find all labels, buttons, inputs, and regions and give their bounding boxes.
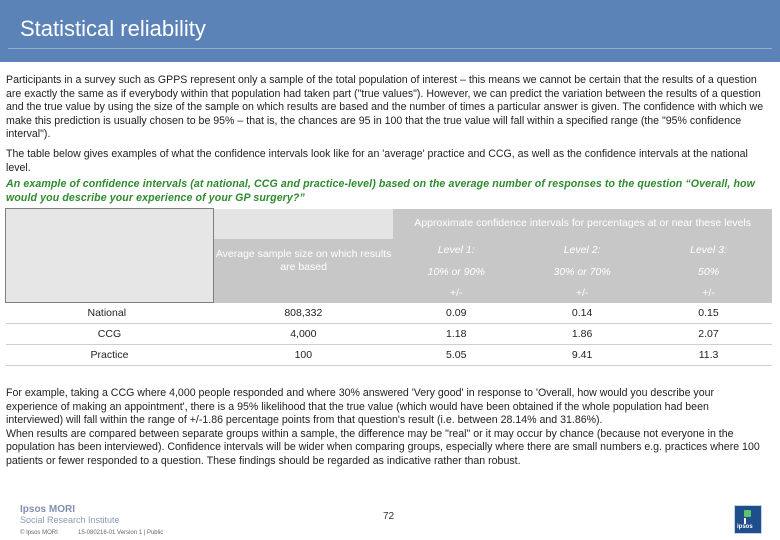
explanation-block <box>6 387 768 469</box>
sample-national: 808,332 <box>213 303 393 324</box>
brand-name: Ipsos MORI <box>20 504 76 515</box>
level-1-range: 10% or 90% <box>393 261 519 283</box>
confidence-interval-table <box>5 208 772 366</box>
row-label-ccg: CCG <box>6 324 214 345</box>
page-title: Statistical reliability <box>20 16 206 41</box>
value-ccg-level-3: 2.07 <box>645 324 772 345</box>
ipsos-mori-logo <box>20 505 120 525</box>
level-3-range: 50% <box>645 261 772 283</box>
sample-size-header: Average sample size on which results are based <box>213 239 393 283</box>
example-heading: An example of confidence intervals (at national, CCG and practice-level) based on the average number of responses to the question “Overall, how would you describe your experience of your GP surgery?” <box>6 178 755 204</box>
page-number: 72 <box>383 511 395 522</box>
level-3-label: Level 3: <box>645 239 772 261</box>
logo-word: ipsos <box>737 524 753 530</box>
logo-dot <box>744 510 751 517</box>
ipsos-logo-icon <box>734 505 762 534</box>
value-national-level-3: 0.15 <box>645 303 772 324</box>
value-national-level-2: 0.14 <box>519 303 645 324</box>
intro-paragraph: Participants in a survey such as GPPS represent only a sample of the total population of interest – this means we cannot be certain that the results of a question are exactly the same as if everybody within that population had taken part ("true values"). However, we can predict the variation between the results of a question and the true value by using the size of the sample on which results are based and the number of times a particular answer is given. The confidence with which we make this prediction is usually chosen to be 95% – that is, the chances are 95 in 100 that the true value will fall within a specified range (the "95% confidence interval"). <box>6 74 764 141</box>
value-ccg-level-1: 1.18 <box>393 324 519 345</box>
value-practice-level-2: 9.41 <box>519 345 645 366</box>
table-corner-cell <box>6 209 214 303</box>
sample-header-spacer <box>213 209 393 239</box>
value-ccg-level-2: 1.86 <box>519 324 645 345</box>
row-label-practice: Practice <box>6 345 214 366</box>
table-row <box>6 324 773 345</box>
comparison-paragraph: When results are compared between separate groups within a sample, the difference may be "real" or it may occur by chance (because not everyone in the population has been interviewed). Confidence intervals will be wider when comparing groups, especially where there are small numbers e.g. practices where 100 patients or fewer responded to a question. These findings should be regarded as indicative rather than robust. <box>6 427 760 467</box>
brand-subtitle: Social Research Institute <box>20 515 120 525</box>
level-2-label: Level 2: <box>519 239 645 261</box>
group-header: Approximate confidence intervals for percentages at or near these levels <box>393 209 772 239</box>
copyright-text: © Ipsos MORI <box>20 530 58 536</box>
table-row <box>6 345 773 366</box>
explanation-paragraph: For example, taking a CCG where 4,000 people responded and where 30% answered 'Very good' in response to 'Overall, how would you describe your experience of making an appointment', there is a 95% likelihood that the true value (which would have been obtained if the whole population had been interviewed) will fall within the range of +/-1.86 percentage points from that question's result (i.e. between 28.14% and 31.86%). <box>6 387 715 427</box>
level-2-range: 30% or 70% <box>519 261 645 283</box>
title-bar <box>0 0 780 62</box>
value-practice-level-1: 5.05 <box>393 345 519 366</box>
level-3-plusminus: +/- <box>645 283 772 303</box>
level-1-plusminus: +/- <box>393 283 519 303</box>
sample-size-spacer <box>213 283 393 303</box>
title-divider <box>8 48 772 49</box>
row-label-national: National <box>6 303 214 324</box>
level-2-plusminus: +/- <box>519 283 645 303</box>
sample-ccg: 4,000 <box>213 324 393 345</box>
sample-practice: 100 <box>213 345 393 366</box>
level-1-label: Level 1: <box>393 239 519 261</box>
table-intro-paragraph: The table below gives examples of what the confidence intervals look like for an 'average' practice and CCG, as well as the confidence intervals at the national level. <box>6 148 748 174</box>
value-national-level-1: 0.09 <box>393 303 519 324</box>
document-code: 15-080216-01 Version 1 | Public <box>78 530 164 536</box>
table-row <box>6 303 773 324</box>
value-practice-level-3: 11.3 <box>645 345 772 366</box>
